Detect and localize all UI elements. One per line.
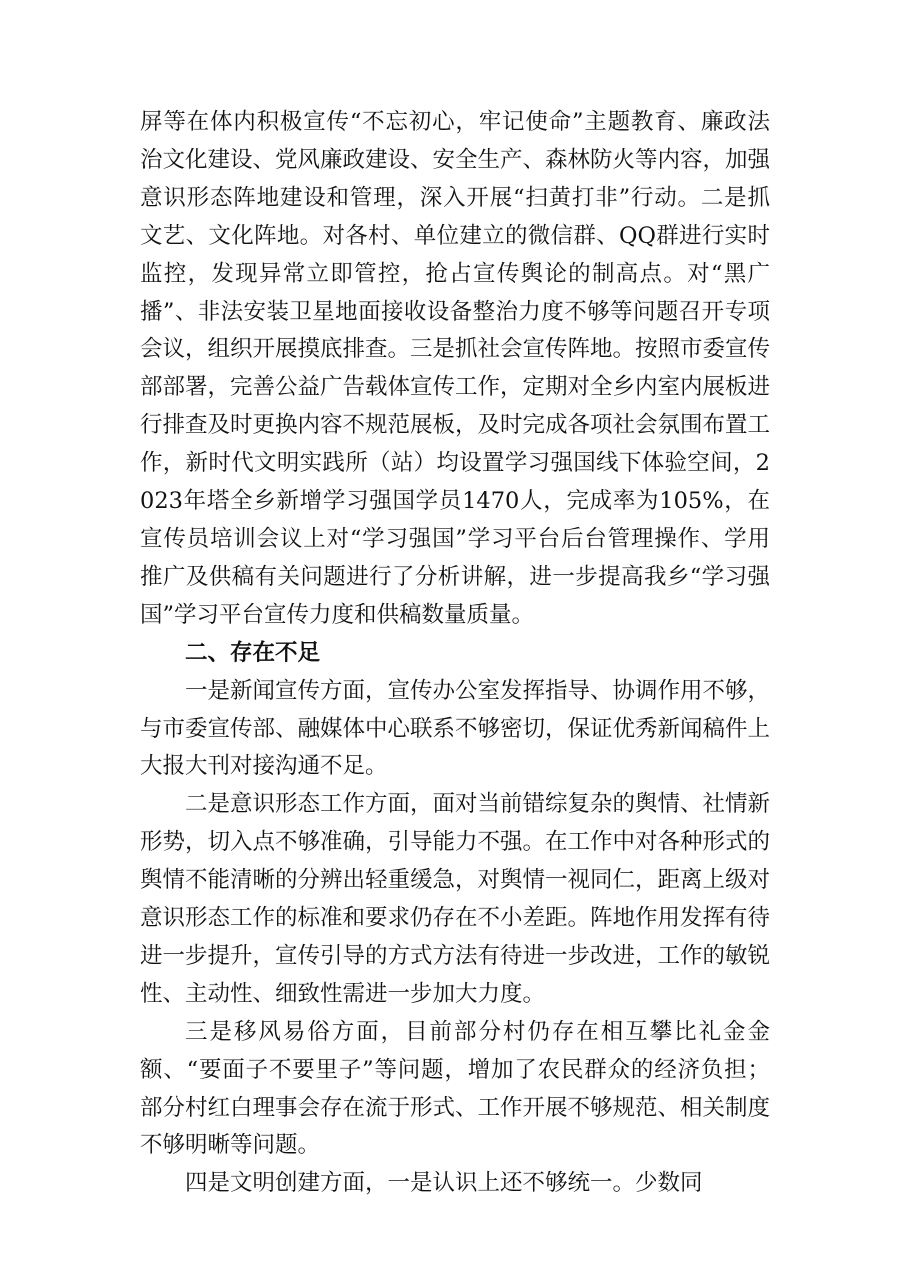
body-paragraph: 一是新闻宣传方面，宣传办公室发挥指导、协调作用不够，与市委宣传部、融媒体中心联系不够密切，保证优秀新闻稿件上大报大刊对接沟通不足。 — [140, 677, 771, 780]
body-paragraph: 三是移风易俗方面，目前部分村仍存在相互攀比礼金金额、“要面子不要里子”等问题，增加了农民群众的经济负担；部分村红白理事会存在流于形式、工作开展不够规范、相关制度不够明晰等问题。 — [140, 1018, 771, 1159]
body-paragraph: 屏等在体内积极宣传“不忘初心，牢记使命”主题教育、廉政法治文化建设、党风廉政建设、安全生产、森林防火等内容，加强意识形态阵地建设和管理，深入开展“扫黄打非”行动。二是抓文艺、文化阵地。对各村、单位建立的微信群、QQ群进行实时监控，发现异常立即管控，抢占宣传舆论的制高点。对“黑广播”、非法安装卫星地面接收设备整治力度不够等问题召开专项会议，组织开展摸底排查。三是抓社会宣传阵地。按照市委宣传部部署，完善公益广告载体宣传工作，定期对全乡内室内展板进行排查及时更换内容不规范展板，及时完成各项社会氛围布置工作，新时代文明实践所（站）均设置学习强国线下体验空间，2023年塔全乡新增学习强国学员1470人，完成率为105%，在宣传员培训会议上对“学习强国”学习平台后台管理操作、学用推广及供稿有关问题进行了分析讲解，进一步提高我乡“学习强国”学习平台宣传力度和供稿数量质量。 — [140, 109, 771, 628]
section-heading: 二、存在不足 — [185, 639, 321, 666]
body-paragraph: 二是意识形态工作方面，面对当前错综复杂的舆情、社情新形势，切入点不够准确，引导能力不强。在工作中对各种形式的舆情不能清晰的分辨出轻重缓急，对舆情一视同仁，距离上级对意识形态工作的标准和要求仍存在不小差距。阵地作用发挥有待进一步提升，宣传引导的方式方法有待进一步改进，工作的敏锐性、主动性、细致性需进一步加大力度。 — [140, 791, 771, 1007]
document-body — [140, 104, 770, 1203]
body-paragraph: 四是文明创建方面，一是认识上还不够统一。少数同 — [185, 1170, 703, 1197]
